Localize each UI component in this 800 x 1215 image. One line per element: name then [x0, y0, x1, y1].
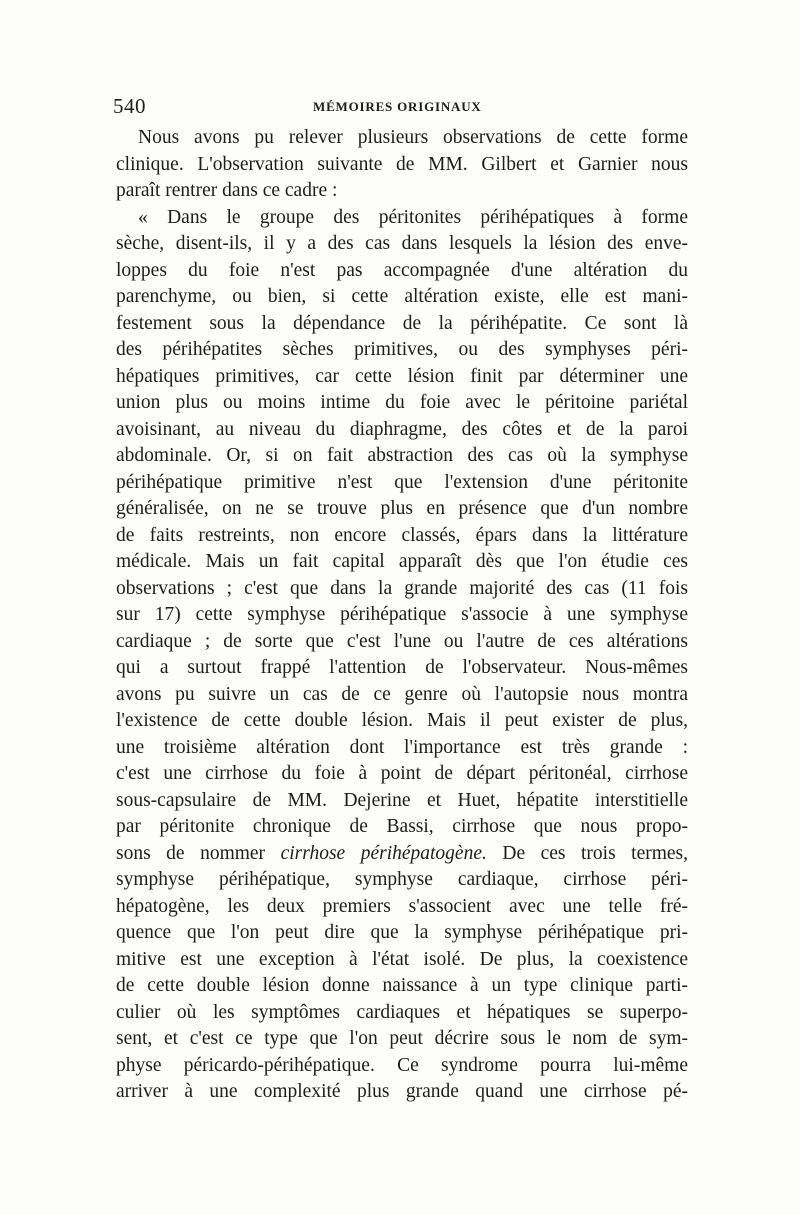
text-line: observations ; c'est que dans la grande majorité des cas (11 fois	[116, 577, 688, 599]
text-line: parenchyme, ou bien, si cette altération existe, elle est mani-	[116, 286, 688, 307]
text-line: quence que l'on peut dire que la symphyse périhépatique pri-	[116, 922, 688, 943]
text-line: union plus ou moins intime du foie avec le péritoine pariétal	[116, 392, 688, 413]
italic-term: cirrhose périhépatogène.	[280, 842, 487, 864]
body-text	[116, 125, 688, 1106]
text-line: Nous avons pu relever plusieurs observations de cette forme	[138, 127, 688, 148]
text-line: loppes du foie n'est pas accompagnée d'une altération du	[116, 259, 688, 281]
text-line: généralisée, on ne se trouve plus en présence que d'un nombre	[116, 498, 688, 519]
text-line: mitive est une exception à l'état isolé. De plus, la coexistence	[116, 948, 688, 970]
text-line: « Dans le groupe des péritonites périhépatiques à forme	[138, 206, 688, 228]
text-line: abdominale. Or, si on fait abstraction des cas où la symphyse	[116, 445, 688, 466]
text-line: symphyse périhépatique, symphyse cardiaque, cirrhose péri-	[116, 869, 688, 890]
running-head	[113, 94, 685, 118]
text-line: des périhépatites sèches primitives, ou des symphyses péri-	[116, 339, 688, 360]
text-line: culier où les symptômes cardiaques et hépatiques se superpo-	[116, 1001, 688, 1023]
text-line: sent, et c'est ce type que l'on peut décrire sous le nom de sym-	[116, 1028, 688, 1049]
text-line: l'existence de cette double lésion. Mais il peut exister de plus,	[116, 710, 688, 731]
text-line: c'est une cirrhose du foie à point de départ péritonéal, cirrhose	[116, 763, 688, 784]
text-line: par péritonite chronique de Bassi, cirrhose que nous propo-	[116, 816, 688, 837]
page-number: 540	[113, 94, 146, 118]
text-line: de faits restreints, non encore classés, épars dans la littérature	[116, 524, 688, 546]
text-line: hépatiques primitives, car cette lésion finit par déterminer une	[116, 365, 688, 387]
text-line: de cette double lésion donne naissance à un type clinique parti-	[116, 975, 688, 996]
text-line: sur 17) cette symphyse périhépatique s'associe à une symphyse	[116, 604, 688, 625]
text-line: une troisième altération dont l'importance est très grande :	[116, 736, 688, 758]
text-line: clinique. L'observation suivante de MM. Gilbert et Garnier nous	[116, 153, 688, 175]
text-line: sèche, disent-ils, il y a des cas dans lesquels la lésion des enve-	[116, 233, 688, 254]
text-line: sous-capsulaire de MM. Dejerine et Huet, hépatite interstitielle	[116, 789, 688, 811]
text-line: avons pu suivre un cas de ce genre où l'autopsie nous montra	[116, 683, 688, 705]
running-title: MÉMOIRES ORIGINAUX	[313, 99, 482, 114]
text-line: périhépatique primitive n'est que l'extension d'une péritonite	[116, 471, 688, 493]
text-line: festement sous la dépendance de la périhépatite. Ce sont là	[116, 312, 688, 334]
text-segment: sons de nommer	[116, 842, 266, 864]
text-line: hépatogène, les deux premiers s'associent avec une telle fré-	[116, 895, 688, 917]
text-line: avoisinant, au niveau du diaphragme, des côtes et de la paroi	[116, 418, 688, 440]
text-line-mixed	[116, 841, 688, 868]
text-line: arriver à une complexité plus grande quand une cirrhose pé-	[116, 1081, 688, 1102]
text-line: médicale. Mais un fait capital apparaît dès que l'on étudie ces	[116, 551, 688, 572]
text-line: cardiaque ; de sorte que c'est l'une ou l'autre de ces altérations	[116, 630, 688, 652]
text-line: qui a surtout frappé l'attention de l'observateur. Nous-mêmes	[116, 657, 688, 678]
text-segment: De ces trois termes,	[502, 842, 689, 864]
text-line: paraît rentrer dans ce cadre :	[116, 180, 338, 201]
text-line: physe péricardo-périhépatique. Ce syndrome pourra lui-même	[116, 1054, 688, 1076]
